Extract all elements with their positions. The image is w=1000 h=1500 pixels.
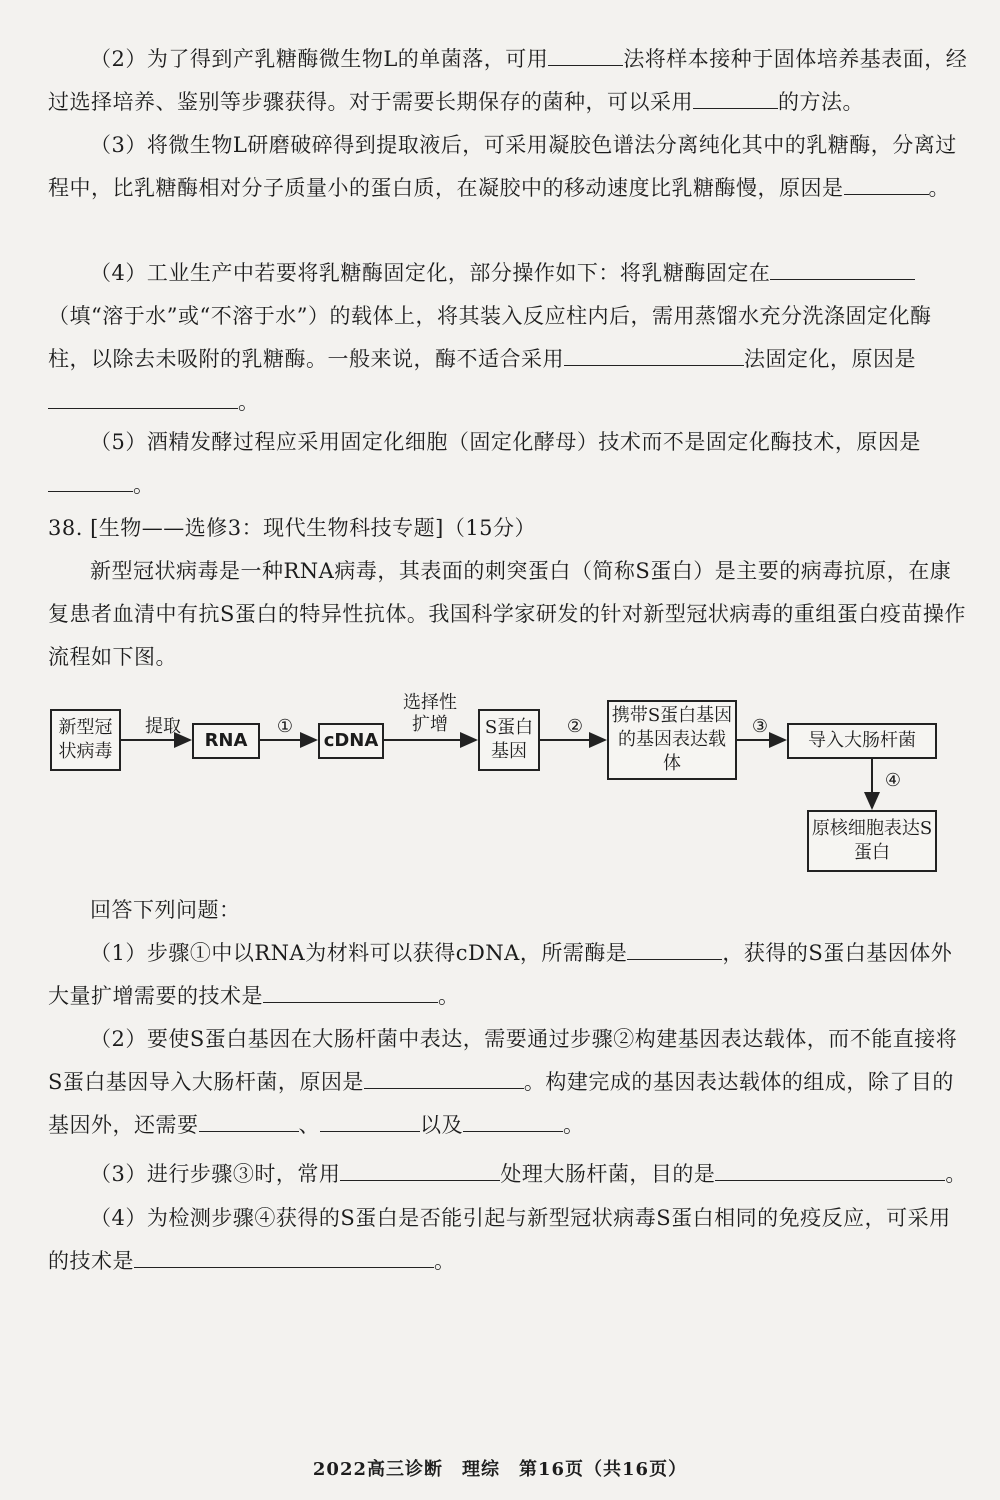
step4-marker: ④ [884, 770, 902, 791]
answer-blank[interactable] [340, 1158, 500, 1181]
step3-marker: ③ [751, 716, 769, 737]
process-flow-diagram [40, 690, 960, 890]
q38-heading: 38. [生物——选修3：现代生物科技专题]（15分） [48, 516, 537, 540]
box-rna: RNA [192, 723, 260, 759]
answer-blank[interactable] [627, 937, 722, 960]
answer-blank[interactable] [463, 1109, 563, 1132]
answer-blank[interactable] [564, 343, 744, 366]
answer-blank[interactable] [770, 257, 915, 280]
answer-blank[interactable] [715, 1158, 945, 1181]
box-prokaryotic-expression: 原核细胞表达S蛋白 [807, 810, 937, 872]
box-cdna: cDNA [318, 723, 384, 759]
q37-part5: （5）酒精发酵过程应采用固定化细胞（固定化酵母）技术而不是固定化酶技术，原因是。 [48, 421, 970, 507]
q37-part2: （2）为了得到产乳糖酶微生物L的单菌落，可用 法将样本接种于固体培养基表面，经过选择培养、鉴别等步骤获得。对于需要长期保存的菌种，可以采用 的方法。 [48, 38, 970, 124]
page-footer: 2022高三诊断 理综 第16页（共16页） [312, 1459, 688, 1480]
answer-blank[interactable] [199, 1109, 299, 1132]
answer-blank[interactable] [48, 386, 238, 409]
q37-part3: （3）将微生物L研磨破碎得到提取液后，可采用凝胶色谱法分离纯化其中的乳糖酶，分离过程中，比乳糖酶相对分子质量小的蛋白质，在凝胶中的移动速度比乳糖酶慢，原因是 。 [48, 133, 957, 200]
q38-question2: （2）要使S蛋白基因在大肠杆菌中表达，需要通过步骤②构建基因表达载体，而不能直接将S蛋白基因导入大肠杆菌，原因是 。构建完成的基因表达载体的组成，除了目的基因外，还需要 、 以及 。 [48, 1027, 958, 1137]
box-s-gene: S蛋白基因 [478, 709, 540, 771]
box-expression-vector: 携带S蛋白基因的基因表达载体 [607, 700, 737, 780]
box-introduce-ecoli: 导入大肠杆菌 [787, 723, 937, 759]
q38-question3: （3）进行步骤③时，常用 处理大肠杆菌，目的是 。 [48, 1153, 970, 1196]
label-extract: 提取 [145, 716, 181, 737]
label-amplify: 选择性扩增 [403, 692, 457, 735]
answer-blank[interactable] [263, 980, 438, 1003]
q38-question1: （1）步骤①中以RNA为材料可以获得cDNA，所需酶是 ，获得的S蛋白基因体外大量扩增需要的技术是 。 [48, 932, 970, 1018]
q38-intro: 新型冠状病毒是一种RNA病毒，其表面的刺突蛋白（简称S蛋白）是主要的病毒抗原，在康复患者血清中有抗S蛋白的特异性抗体。我国科学家研发的针对新型冠状病毒的重组蛋白疫苗操作流程如下图。 [48, 559, 966, 669]
step2-marker: ② [566, 716, 584, 737]
answer-prompt: 回答下列问题： [90, 898, 241, 922]
step1-marker: ① [276, 716, 294, 737]
q37-part4: （4）工业生产中若要将乳糖酶固定化，部分操作如下：将乳糖酶固定在（填“溶于水”或“不溶于水”）的载体上，将其装入反应柱内后，需用蒸馏水充分洗涤固定化酶柱，以除去未吸附的乳糖酶。一般来说，酶不适合采用 法固定化，原因是。 [48, 252, 970, 424]
q38-question4: （4）为检测步骤④获得的S蛋白是否能引起与新型冠状病毒S蛋白相同的免疫反应，可采用的技术是 。 [48, 1206, 951, 1273]
answer-blank[interactable] [548, 43, 623, 66]
answer-blank[interactable] [134, 1245, 434, 1268]
answer-blank[interactable] [320, 1109, 420, 1132]
answer-blank[interactable] [693, 86, 778, 109]
box-virus: 新型冠状病毒 [50, 709, 121, 771]
answer-blank[interactable] [844, 172, 929, 195]
answer-blank[interactable] [364, 1066, 524, 1089]
answer-blank[interactable] [48, 469, 133, 492]
